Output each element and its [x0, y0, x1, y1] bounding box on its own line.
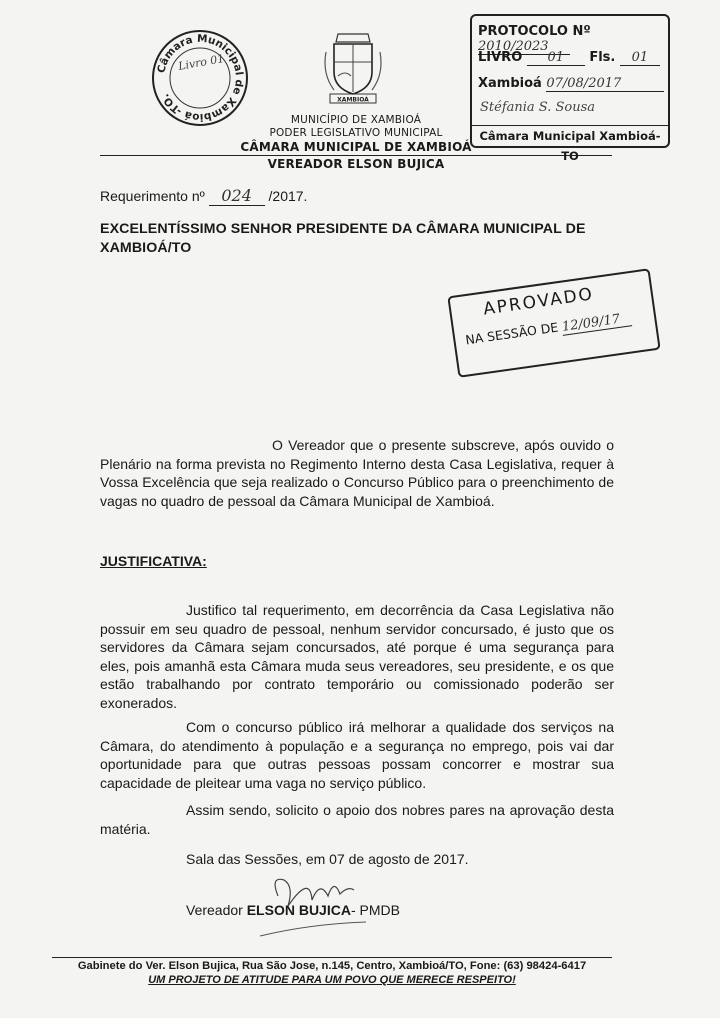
requerimento-line: [100, 186, 307, 206]
coat-caption: XAMBIOÁ: [337, 96, 369, 104]
closing-line: Sala das Sessões, em 07 de agosto de 2017.: [186, 851, 469, 867]
approved-title: APROVADO: [482, 284, 596, 320]
signature-party: - PMDB: [350, 902, 400, 918]
requerimento-label: Requerimento nº: [100, 188, 205, 204]
chamber-name: CÂMARA MUNICIPAL DE XAMBIOÁ: [240, 140, 472, 154]
paragraph-justification: Justifico tal requerimento, em decorrência da Casa Legislativa não possuir em seu quadro de pessoal, nenhum servidor concursado, é justo que os servidores da Câmara sejam concursados, até porque é uma segurança para eles, pois amanhã esta Câmara muda seus vereadores, seu presidente, e os que estão trabalhando por contrato temporário ou comissionado poderão ser exonerados.: [100, 602, 614, 711]
municipality-name: MUNICÍPIO DE XAMBIOÁ: [290, 114, 422, 126]
chamber-seal-stamp: [152, 30, 248, 126]
seal-text: Câmara Municipal de Xambioá -TO.: [155, 32, 246, 124]
signature-prefix: Vereador: [186, 902, 247, 918]
paragraph-request-support: Assim sendo, solicito o apoio dos nobres pares na aprovação desta matéria.: [100, 802, 614, 837]
footer-slogan: UM PROJETO DE ATITUDE PARA UM POVO QUE MERECE RESPEITO!: [148, 974, 516, 986]
livro-label: LIVRO: [478, 50, 523, 65]
signature-name: ELSON BUJICA: [246, 902, 351, 918]
councilman-name: VEREADOR ELSON BUJICA: [267, 157, 445, 171]
protocolo-label: PROTOCOLO Nº: [478, 24, 591, 39]
svg-text:Câmara Municipal de Xambioá -T: [155, 33, 245, 123]
footer-divider: [52, 957, 612, 958]
fls-value: 01: [620, 50, 660, 66]
city-label: Xambioá: [478, 76, 542, 91]
justificativa-title: JUSTIFICATIVA:: [100, 553, 207, 569]
coat-of-arms-icon: [318, 28, 388, 108]
paragraph-request: O Vereador que o presente subscreve, após ouvido o Plenário na forma prevista no Regimento Interno desta Casa Legislativa, requer à Vossa Excelência que seja realizado o Concurso Público para o preenchimento de vagas no quadro de pessoal da Câmara Municipal de Xambioá.: [100, 437, 614, 509]
footer-address: Gabinete do Ver. Elson Bujica, Rua São Jose, n.145, Centro, Xambioá/TO, Fone: (63) 98424-6417: [77, 960, 587, 972]
signature-line: [186, 902, 400, 918]
seal-handwriting: Livro 01: [177, 52, 226, 73]
session-date: 12/09/17: [561, 310, 633, 336]
stamp-date: 07/08/2017: [546, 76, 664, 92]
stamp-footer: Câmara Municipal Xambioá-TO: [472, 125, 668, 146]
header-divider: [100, 155, 612, 156]
protocolo-value: 2010/2023: [478, 39, 570, 55]
coat-of-arms-logo: [318, 28, 388, 108]
salutation: EXCELENTÍSSIMO SENHOR PRESIDENTE DA CÂMARA MUNICIPAL DE XAMBIOÁ/TO: [100, 221, 586, 256]
stamp-signature: Stéfania S. Sousa: [480, 100, 596, 115]
seal-icon: [154, 32, 246, 124]
requerimento-year: /2017.: [268, 188, 308, 204]
requerimento-number: 024: [209, 186, 265, 206]
legislative-power: PODER LEGISLATIVO MUNICIPAL: [269, 127, 443, 139]
protocol-stamp: [470, 14, 670, 163]
paragraph-benefits: Com o concurso público irá melhorar a qualidade dos serviços na Câmara, do atendimento à população e a segurança no emprego, pois vai dar oportunidade para que outras pessoas possam concorrer e mostrar sua capacidade de pleitear uma vaga no serviço público.: [100, 719, 614, 791]
livro-value: 01: [527, 50, 585, 66]
session-label: NA SESSÃO DE: [464, 319, 560, 348]
approved-stamp: [447, 268, 660, 378]
fls-label: Fls.: [589, 50, 616, 65]
